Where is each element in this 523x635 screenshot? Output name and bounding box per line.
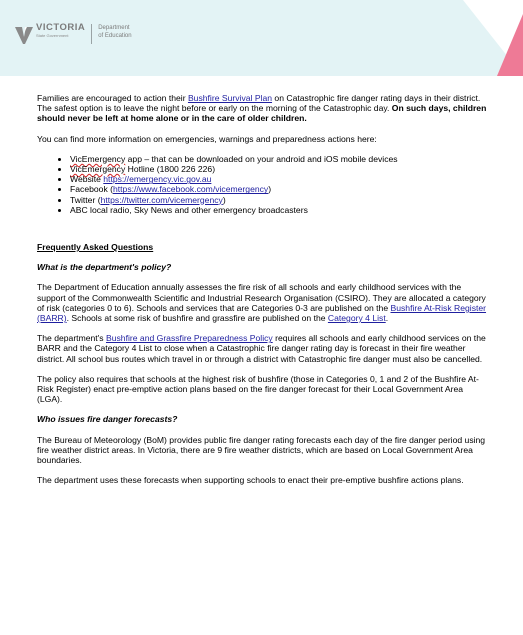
logo-word: VICTORIA bbox=[36, 22, 86, 33]
website-label: Website bbox=[70, 174, 104, 185]
logo-divider bbox=[91, 24, 92, 44]
victoria-v-icon bbox=[14, 25, 34, 45]
facebook-link[interactable]: https://www.facebook.com/vicemergency bbox=[113, 184, 269, 195]
twitter-link[interactable]: https://twitter.com/vicemergency bbox=[100, 194, 223, 205]
twitter-label: Twitter ( bbox=[70, 194, 101, 205]
intro-period: . bbox=[304, 113, 307, 124]
hotline-name: VicEmergency bbox=[70, 164, 126, 175]
logo-subtitle: State Government bbox=[36, 33, 69, 38]
bushfire-survival-plan-link[interactable]: Bushfire Survival Plan bbox=[187, 93, 273, 103]
policy-text: The Department of Education annually assesses the fire risk of all schools and early childhood services with the support of the Commonwealth Scientific and Industrial Research Organisation (CSIRO). They are allocated a category of risk (categories 0 to 6). Schools and services that are Categories 0-3 are published on the bbox=[37, 282, 486, 313]
list-item: • ABC local radio, Sky News and other emergency broadcasters bbox=[70, 205, 487, 215]
info-paragraph: You can find more information on emergencies, warnings and preparedness actions here: bbox=[37, 133, 377, 144]
document-body bbox=[37, 93, 487, 495]
policy-paragraph-3: The policy also requires that schools at the highest risk of bushfire (those in Categories 0, 1 and 2 of the Bushfire At-Risk Register) enact pre-emptive action plans based on the fire danger forecast for their Local Government Area (LGA). bbox=[37, 373, 479, 405]
barr-link[interactable]: Bushfire At-Risk Register (BARR) bbox=[37, 302, 487, 324]
faq-question-forecasts: Who issues fire danger forecasts? bbox=[37, 414, 178, 425]
preparedness-policy-link[interactable]: Bushfire and Grassfire Preparedness Policy bbox=[106, 333, 273, 344]
facebook-label: Facebook ( bbox=[70, 184, 113, 195]
department-line-2: of Education bbox=[98, 32, 132, 39]
intro-text-2: on Catastrophic fire danger rating days in their district. The safest option is to leave the night before or early on the morning of the Catastrophic day. bbox=[37, 93, 481, 114]
policy-text-4: requires all schools and early childhood services on the BARR and the Category 4 List to close when a Catastrophic fire danger rating day is forecast in their fire weather district. All school bus routes which travel in or through a district with Catastrophic fire danger must also be cancelled. bbox=[37, 333, 486, 364]
facebook-close: ) bbox=[268, 184, 272, 195]
policy-text-2: . Schools at some risk of bushfire and grassfire are published on the bbox=[66, 313, 328, 324]
intro-warning: On such days, children should never be left at home alone or in the care of older children bbox=[37, 103, 487, 124]
victoria-logo bbox=[14, 22, 132, 45]
intro-paragraph bbox=[37, 93, 487, 124]
department-name bbox=[98, 25, 131, 40]
logo-text bbox=[36, 22, 85, 38]
twitter-close: ) bbox=[222, 194, 226, 205]
policy-text-3: The department's bbox=[37, 333, 106, 344]
intro-text: Families are encouraged to action their bbox=[37, 93, 188, 103]
policy-text-end: . bbox=[385, 313, 389, 324]
list-item bbox=[70, 184, 487, 194]
list-item bbox=[70, 195, 487, 205]
policy-paragraph-2 bbox=[37, 333, 487, 364]
list-item bbox=[70, 154, 487, 164]
policy-paragraph-1 bbox=[37, 282, 487, 323]
faq-question-policy: What is the department's policy? bbox=[37, 262, 172, 273]
category-4-list-link[interactable]: Category 4 List bbox=[327, 313, 386, 324]
forecast-paragraph-1: The Bureau of Meteorology (BoM) provides public fire danger rating forecasts each day of the fire danger period using fire weather district areas. In Victoria, there are 9 fire weather districts, which are based on Local Government Area boundaries. bbox=[37, 434, 486, 466]
website-link[interactable]: https://emergency.vic.gov.au bbox=[103, 174, 212, 185]
app-description: app – that can be downloaded on your android and iOS mobile devices bbox=[125, 153, 398, 164]
hotline-number: Hotline (1800 226 226) bbox=[125, 164, 216, 175]
department-line-1: Department bbox=[98, 25, 130, 31]
list-item bbox=[70, 174, 487, 184]
list-item bbox=[70, 164, 487, 174]
app-name: VicEmergency bbox=[70, 153, 126, 164]
faq-heading: Frequently Asked Questions bbox=[37, 242, 154, 253]
resource-list bbox=[37, 154, 487, 215]
forecast-paragraph-2: The department uses these forecasts when supporting schools to enact their pre-emptive bushfire actions plans. bbox=[37, 475, 464, 486]
